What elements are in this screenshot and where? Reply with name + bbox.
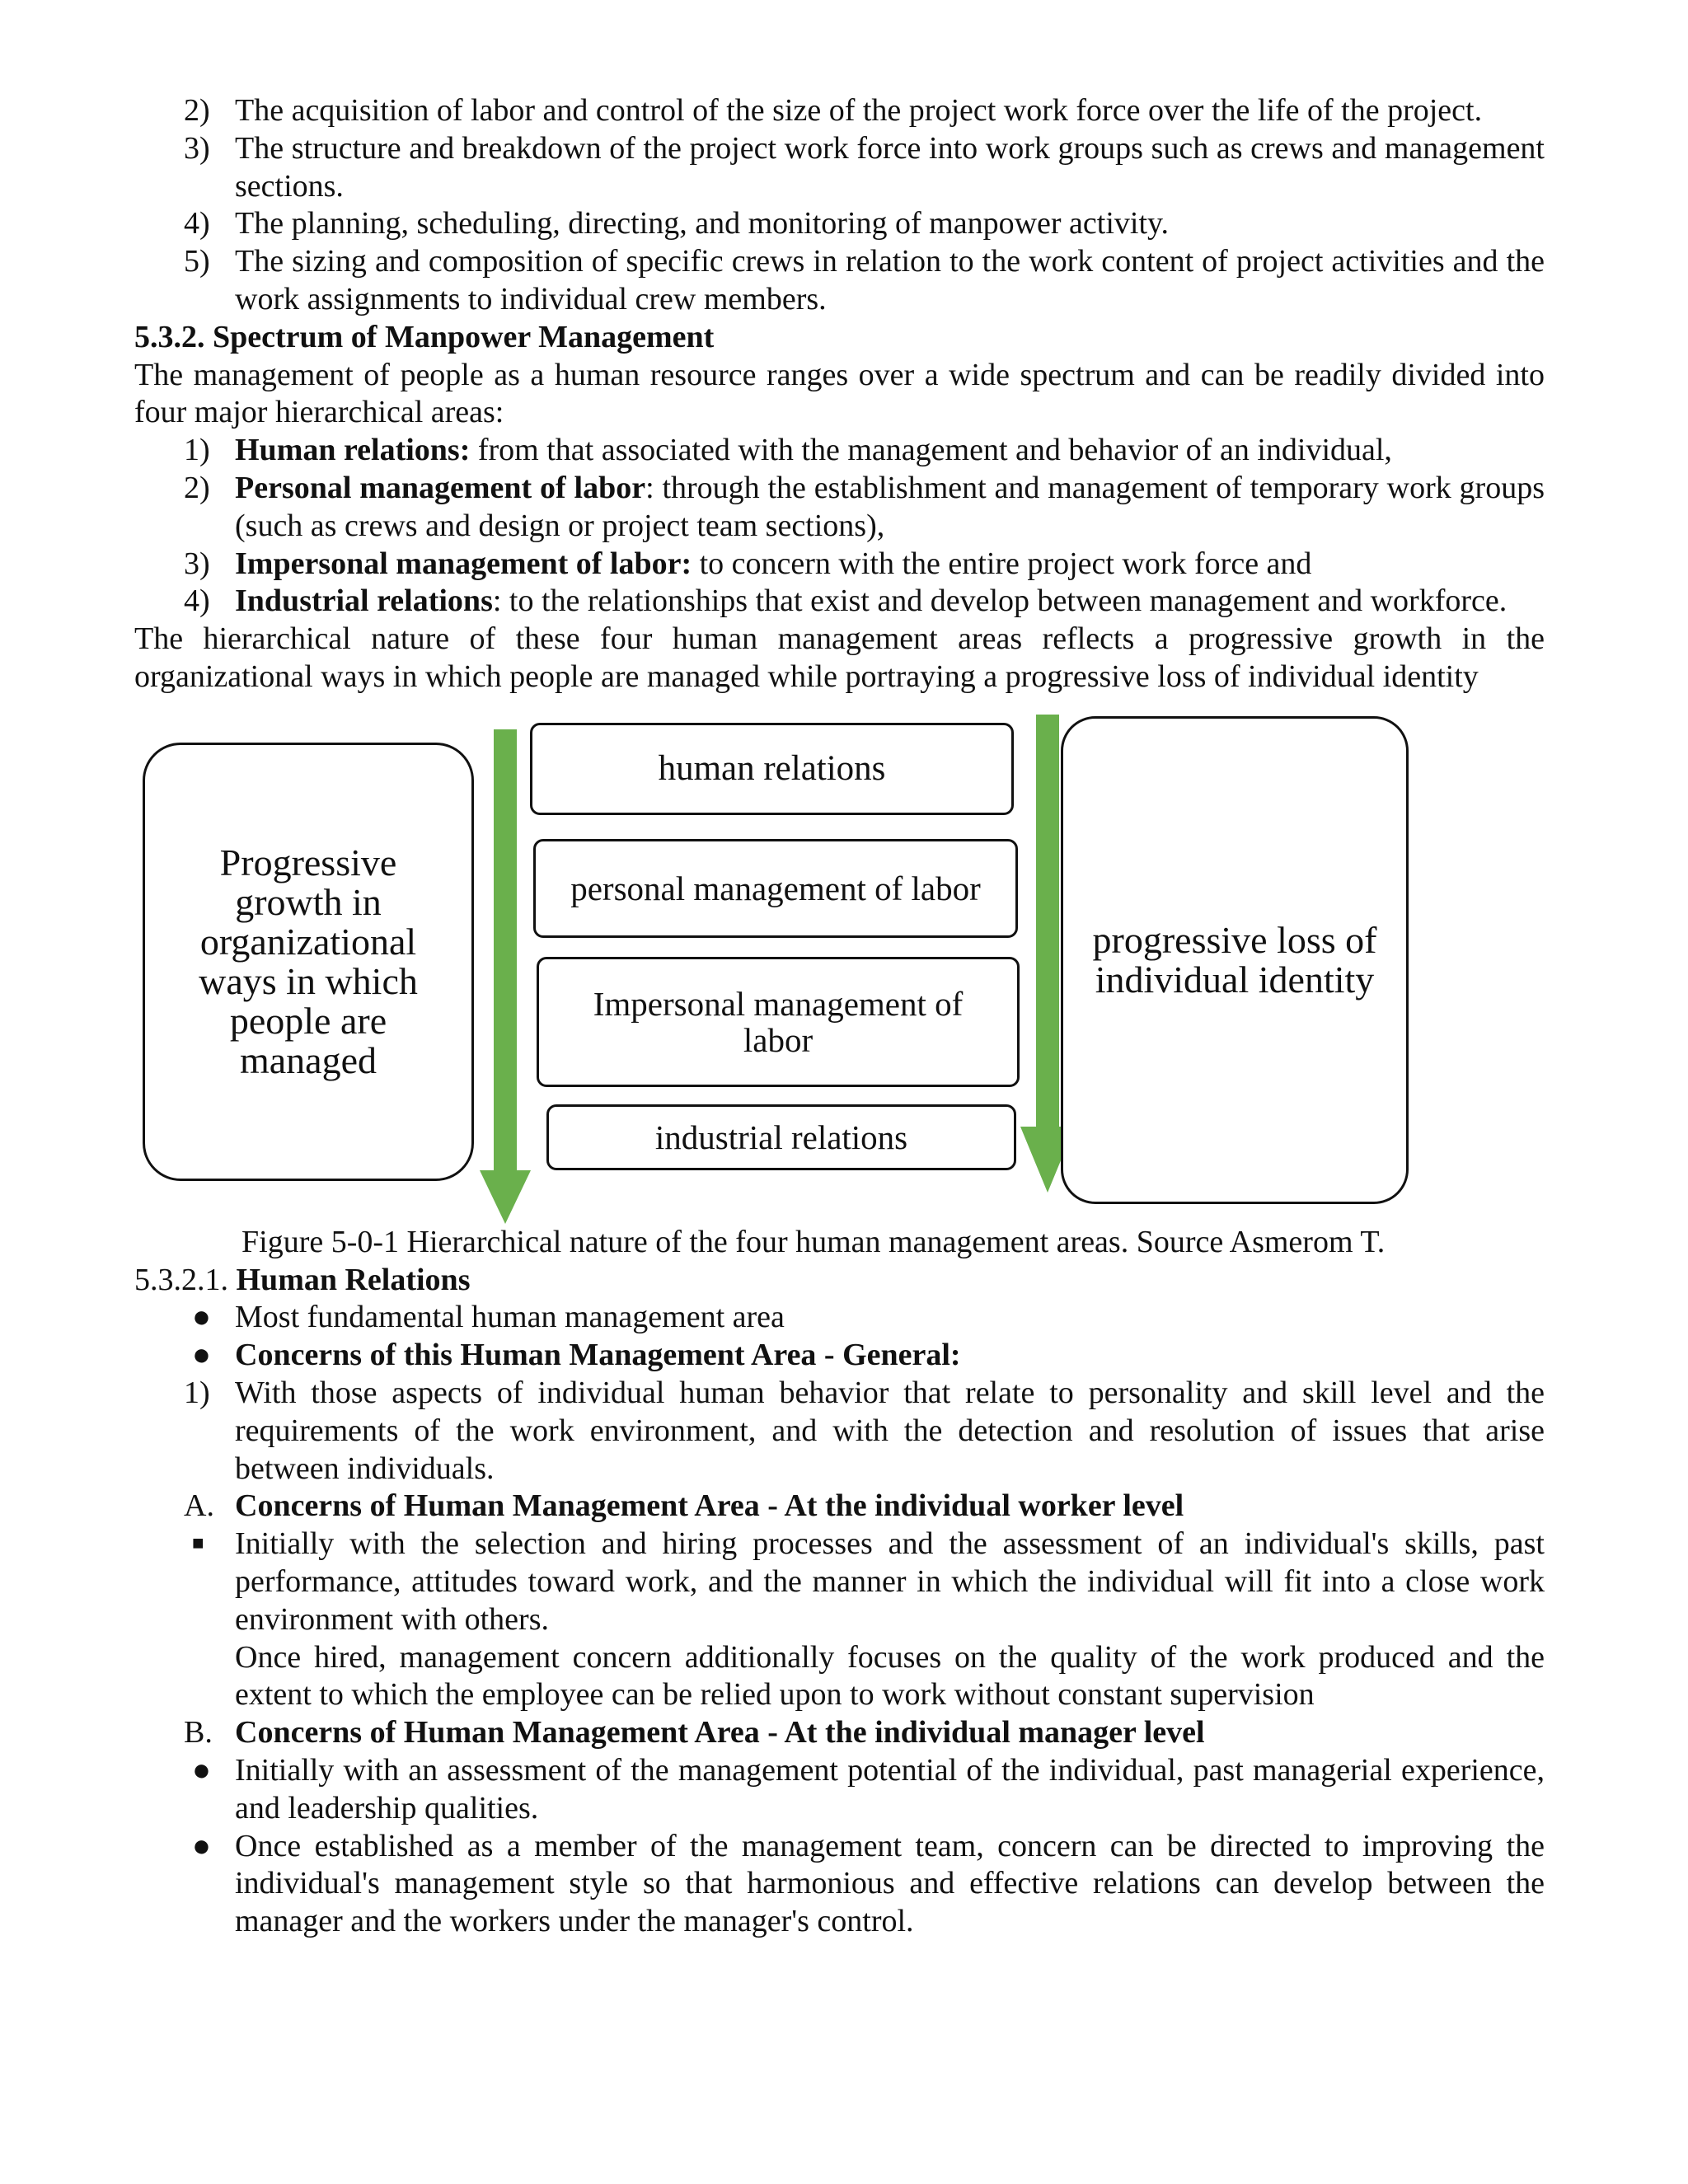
list-item-text: Initially with the selection and hiring processes and the assessment of an individual's skills, past performance, attitudes toward work, and the manner in which the individual will fit into a close work environment with others.: [235, 1526, 1545, 1637]
list-item: [134, 92, 1545, 130]
list-item: [134, 1752, 1545, 1828]
closing-paragraph: The hierarchical nature of these four human management areas reflects a progressive growth in the organizational ways in which people are managed while portraying a progressive loss of individual identity: [134, 621, 1545, 694]
list-item: [134, 1375, 1545, 1488]
square-bullet-icon: ■: [192, 1533, 204, 1555]
area-description: : through the establishment and management of temporary work groups (such as crews and design or project team sections),: [235, 470, 1545, 543]
list-marker: 5): [184, 244, 210, 279]
list-item-continuation: [134, 1639, 1545, 1715]
identity-loss-box: progressive loss of individual identity: [1061, 716, 1409, 1204]
list-item: [134, 1714, 1545, 1752]
subsection-heading: [134, 1262, 1545, 1300]
list-item-text: The sizing and composition of specific crews in relation to the work content of project activities and the work assignments to individual crew members.: [235, 244, 1545, 316]
section-heading: 5.3.2. Spectrum of Manpower Management: [134, 319, 715, 354]
document-page: [134, 92, 1545, 1941]
area-term: Industrial relations: [235, 583, 493, 619]
list-item-text: Once established as a member of the management team, concern can be directed to improving the individual's management style so that harmonious and effective relations can develop between the manager and the workers under the manager's control.: [235, 1828, 1545, 1939]
human-relations-bullets: [134, 1299, 1545, 1941]
area-description: : to the relationships that exist and develop between management and workforce.: [492, 583, 1507, 619]
list-item: [134, 1488, 1545, 1526]
bullet-icon: ●: [192, 1828, 211, 1863]
list-marker: 1): [184, 1375, 210, 1410]
list-marker: 3): [184, 130, 210, 166]
list-marker: A.: [184, 1488, 214, 1524]
list-marker: 2): [184, 93, 210, 128]
right-arrow-shaft: [1036, 715, 1059, 1127]
list-item-text: The acquisition of labor and control of the size of the project work force over the life of the project.: [235, 93, 1483, 128]
subsection-number: 5.3.2.1.: [134, 1262, 237, 1297]
left-arrow-shaft: [494, 729, 517, 1170]
list-item: [134, 470, 1545, 546]
area-term: Human relations:: [235, 433, 471, 468]
list-marker: 3): [184, 546, 210, 581]
list-item: [134, 243, 1545, 319]
list-item-text: The planning, scheduling, directing, and monitoring of manpower activity.: [235, 206, 1170, 241]
figure-caption: Figure 5-0-1 Hierarchical nature of the four human management areas. Source Asmerom T.: [241, 1224, 1386, 1259]
area-term: Impersonal management of labor:: [235, 546, 692, 581]
growth-box: Progressive growth in organizational ways in which people are managed: [143, 743, 474, 1181]
list-item-text: Once hired, management concern additionally focuses on the quality of the work produced and the extent to which the employee can be relied upon to work without constant supervision: [235, 1639, 1545, 1713]
bullet-icon: ●: [192, 1752, 211, 1788]
list-marker: 4): [184, 583, 210, 619]
list-marker: 2): [184, 470, 210, 505]
bullet-icon: ●: [192, 1300, 211, 1335]
worker-level-heading: Concerns of Human Management Area - At the individual worker level: [235, 1488, 1184, 1524]
list-marker: 4): [184, 206, 210, 241]
hierarchy-diagram: [134, 696, 1545, 1224]
list-item-text: Initially with an assessment of the management potential of the individual, past managerial experience, and leadership qualities.: [235, 1752, 1545, 1825]
manager-level-heading: Concerns of Human Management Area - At the individual manager level: [235, 1715, 1205, 1750]
list-marker: B.: [184, 1715, 213, 1750]
list-item: [134, 432, 1545, 470]
intro-numbered-list: [134, 92, 1545, 319]
list-item-text: With those aspects of individual human behavior that relate to personality and skill level and the requirements of the work environment, and with the detection and resolution of issues that arise between individuals.: [235, 1375, 1545, 1486]
management-areas-list: [134, 432, 1545, 621]
list-marker: 1): [184, 433, 210, 468]
list-item: [134, 546, 1545, 583]
step-industrial-relations: industrial relations: [546, 1104, 1016, 1170]
list-item: [134, 1526, 1545, 1638]
step-human-relations: human relations: [530, 723, 1014, 815]
section-intro-paragraph: The management of people as a human resource ranges over a wide spectrum and can be readily divided into four major hierarchical areas:: [134, 357, 1545, 430]
subsection-title: Human Relations: [236, 1262, 471, 1297]
left-arrow-head: [480, 1170, 531, 1224]
list-item: [134, 130, 1545, 206]
list-item-text: Most fundamental human management area: [235, 1300, 785, 1335]
list-item-text: The structure and breakdown of the project work force into work groups such as crews and management sections.: [235, 130, 1545, 204]
list-item: [134, 1337, 1545, 1375]
left-down-arrow-icon: [476, 729, 534, 1224]
step-personal-management: personal management of labor: [533, 839, 1018, 938]
list-item: [134, 1299, 1545, 1337]
area-term: Personal management of labor: [235, 470, 646, 505]
list-item: [134, 583, 1545, 621]
list-item-text: Concerns of this Human Management Area - General:: [235, 1338, 961, 1373]
bullet-icon: ●: [192, 1338, 211, 1373]
step-impersonal-management: Impersonal management of labor: [537, 957, 1020, 1087]
list-item: [134, 205, 1545, 243]
area-description: from that associated with the management and behavior of an individual,: [470, 433, 1392, 468]
area-description: to concern with the entire project work force and: [692, 546, 1312, 581]
list-item: [134, 1828, 1545, 1941]
